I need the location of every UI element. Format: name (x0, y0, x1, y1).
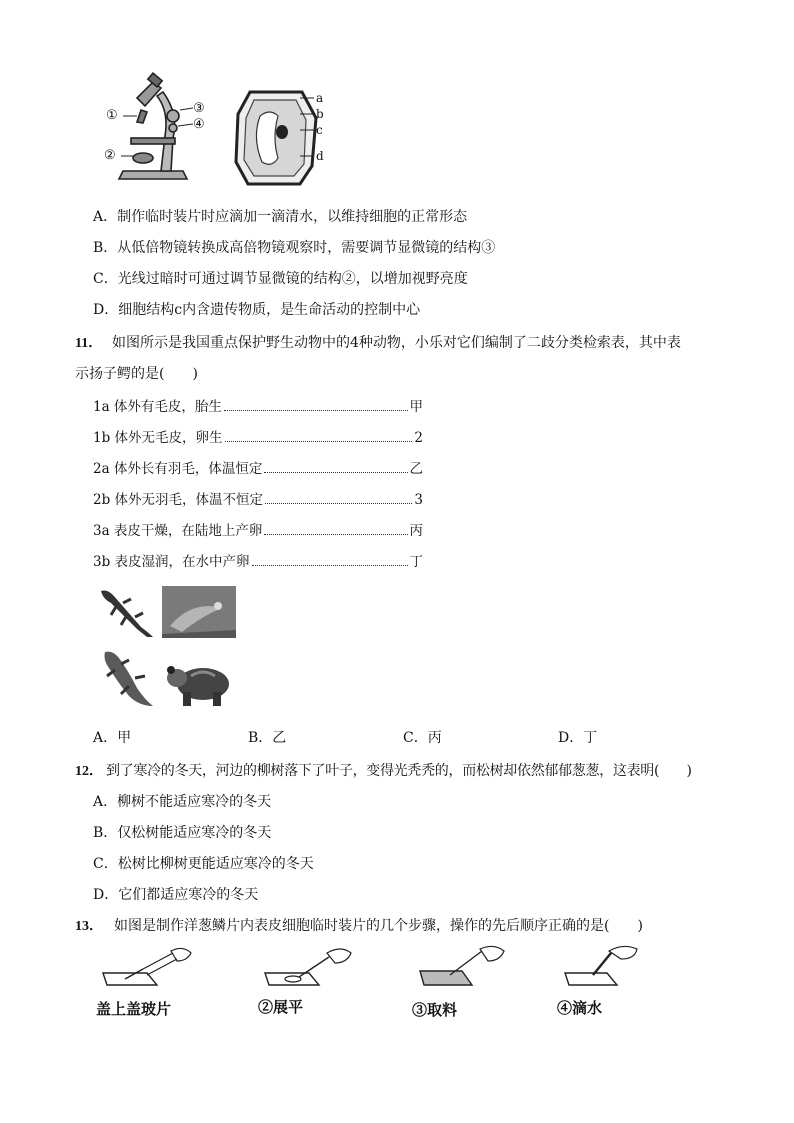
step-spread-image (265, 945, 355, 991)
key-text: 3a 表皮干燥，在陆地上产卵 (93, 523, 263, 539)
cell-label-a: a (316, 91, 324, 105)
q11-key-row (93, 488, 423, 508)
q12-option-a: A．柳树不能适应寒冷的冬天 (93, 794, 272, 810)
key-text: 2a 体外长有羽毛，体温恒定 (93, 461, 263, 477)
step-spread-caption: ②展平 (258, 998, 304, 1016)
q12-option-c: C．松树比柳树更能适应寒冷的冬天 (93, 856, 314, 872)
cell-label-d: d (316, 149, 324, 163)
q11-stem-line1: 如图所示是我国重点保护野生动物中的4种动物，小乐对它们编制了二歧分类检索表，其中表 (112, 335, 681, 351)
step-take-material-image (420, 945, 510, 991)
key-text: 1a 体外有毛皮，胎生 (93, 399, 222, 415)
key-leader-dots (265, 503, 412, 504)
q10-option-a: A．制作临时装片时应滴加一滴清水，以维持细胞的正常形态 (93, 209, 468, 225)
q12-stem: 到了寒冷的冬天，河边的柳树落下了叶子，变得光秃秃的，而松树却依然郁郁葱葱，这表明( ) (106, 763, 692, 779)
key-leader-dots (252, 565, 408, 566)
q12-option-b: B．仅松树能适应寒冷的冬天 (93, 825, 272, 841)
q10-option-c: C．光线过暗时可通过调节显微镜的结构②，以增加视野亮度 (93, 271, 468, 287)
salamander-image (99, 648, 155, 710)
q12-number: 12． (75, 764, 103, 779)
q13-number: 13． (75, 919, 103, 934)
q11-option-c: C．丙 (403, 730, 442, 746)
step-drip-water-caption: ④滴水 (557, 999, 603, 1017)
q10-option-b: B．从低倍物镜转换成高倍物镜观察时，需要调节显微镜的结构③ (93, 240, 496, 256)
key-text: 1b 体外无毛皮，卵生 (93, 430, 223, 446)
step-drip-water-image (565, 945, 655, 991)
q11-options (0, 727, 794, 747)
q11-key-row (93, 426, 423, 446)
step-cover-slip-caption: 盖上盖玻片 (96, 1000, 172, 1018)
key-leader-dots (224, 410, 408, 411)
q11-stem-line2: 示扬子鳄的是( ) (75, 366, 198, 382)
key-result: 3 (414, 492, 423, 508)
q11-option-b: B．乙 (248, 730, 287, 746)
key-leader-dots (225, 441, 413, 442)
key-result: 2 (414, 430, 423, 446)
q11-key-row (93, 395, 423, 415)
step-cover-slip-image (103, 945, 193, 991)
step-take-material-caption: ③取料 (412, 1001, 458, 1019)
q11-option-a: A．甲 (93, 730, 132, 746)
key-result: 甲 (409, 399, 423, 415)
cell-label-b: b (316, 107, 324, 121)
q11-number: 11． (75, 336, 103, 351)
q13-stem: 如图是制作洋葱鳞片内表皮细胞临时装片的几个步骤，操作的先后顺序正确的是( ) (114, 918, 643, 934)
microscope-label-2: ② (104, 148, 116, 163)
panda-image (163, 658, 235, 708)
key-result: 丙 (409, 523, 423, 539)
key-result: 乙 (409, 461, 423, 477)
key-result: 丁 (409, 554, 423, 570)
q10-option-d: D．细胞结构c内含遗传物质，是生命活动的控制中心 (93, 302, 421, 318)
key-text: 2b 体外无羽毛，体温不恒定 (93, 492, 264, 508)
q12-option-d: D．它们都适应寒冷的冬天 (93, 887, 259, 903)
q11-key-row (93, 457, 423, 477)
key-text: 3b 表皮湿润，在水中产卵 (93, 554, 250, 570)
q11-option-d: D．丁 (558, 730, 598, 746)
bird-photo-image (162, 586, 236, 638)
q11-key-row (93, 550, 423, 570)
microscope-label-4: ④ (193, 117, 205, 132)
alligator-image (97, 585, 155, 641)
cell-label-c: c (316, 123, 323, 137)
microscope-label-3: ③ (193, 101, 205, 116)
microscope-figure (103, 76, 223, 188)
microscope-label-1: ① (106, 108, 118, 123)
key-leader-dots (264, 472, 407, 473)
q11-key-row (93, 519, 423, 539)
key-leader-dots (264, 534, 407, 535)
